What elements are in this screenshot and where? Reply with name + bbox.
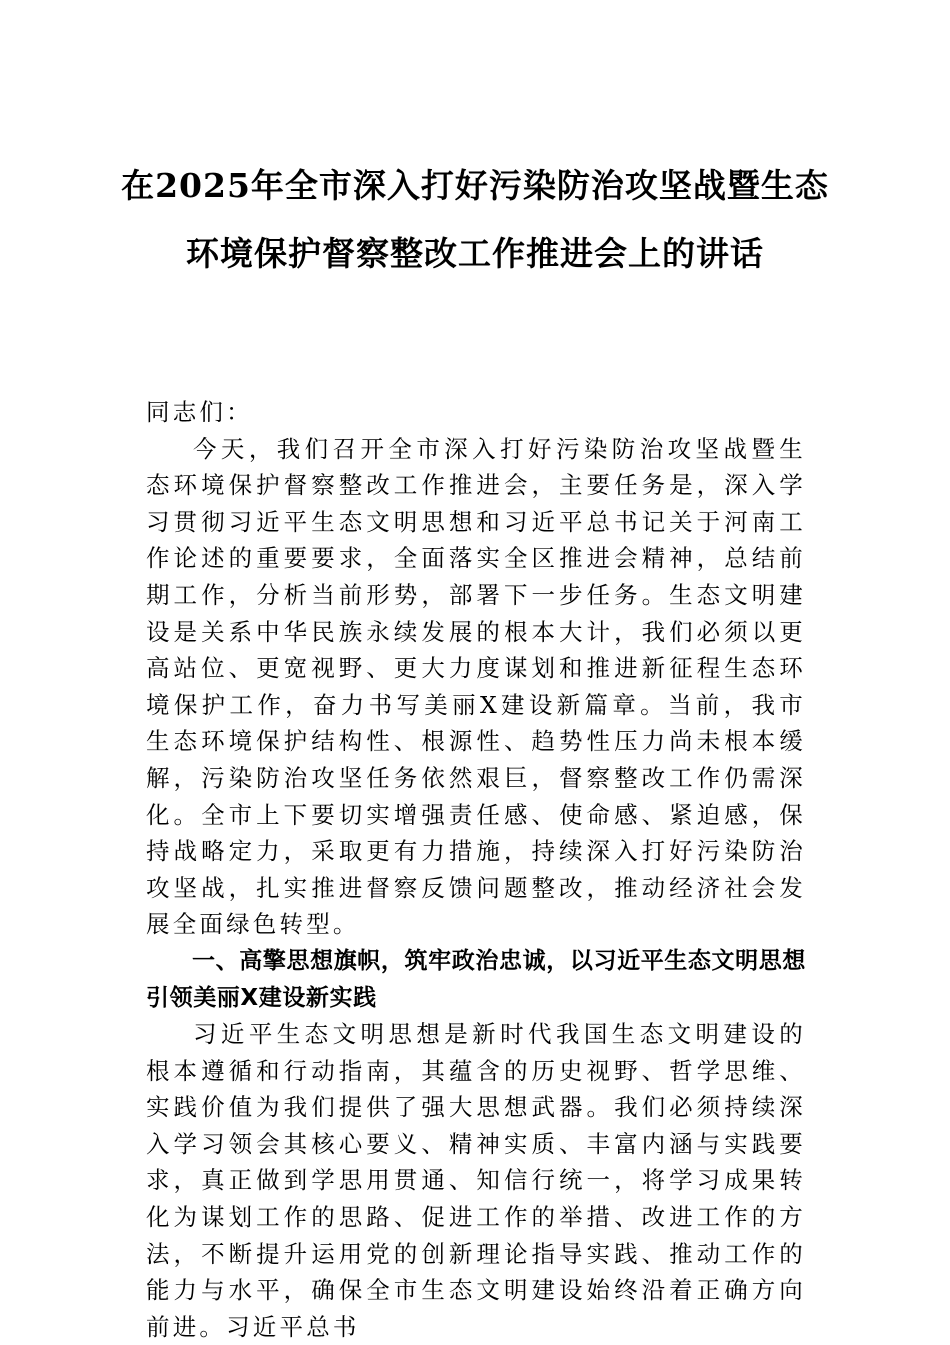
- section-paragraph: 习近平生态文明思想是新时代我国生态文明建设的根本遵循和行动指南，其蕴含的历史视野、哲学思维、实践价值为我们提供了强大思想武器。我们必须持续深入学习领会其核心要义、精神实质、丰富内涵与实践要求，真正做到学思用贯通、知信行统一，将学习成果转化为谋划工作的思路、促进工作的举措、改进工作的方法，不断提升运用党的创新理论指导实践、推动工作的能力与水平，确保全市生态文明建设始终沿着正确方向前进。习近平总书: [146, 1020, 806, 1341]
- intro-paragraph: 今天，我们召开全市深入打好污染防治攻坚战暨生态环境保护督察整改工作推进会，主要任务是，深入学习贯彻习近平生态文明思想和习近平总书记关于河南工作论述的重要要求，全面落实全区推进会精神，总结前期工作，分析当前形势，部署下一步任务。生态文明建设是关系中华民族永续发展的根本大计，我们必须以更高站位、更宽视野、更大力度谋划和推进新征程生态环境保护工作，奋力书写美丽X建设新篇章。当前，我市生态环境保护结构性、根源性、趋势性压力尚未根本缓解，污染防治攻坚任务依然艰巨，督察整改工作仍需深化。全市上下要切实增强责任感、使命感、紧迫感，保持战略定力，采取更有力措施，持续深入打好污染防治攻坚战，扎实推进督察反馈问题整改，推动经济社会发展全面绿色转型。: [146, 434, 806, 939]
- salutation: 同志们：: [146, 398, 253, 426]
- document-body: [146, 394, 806, 1345]
- section-heading: 一、高擎思想旗帜，筑牢政治忠诚，以习近平生态文明思想引领美丽X建设新实践: [146, 947, 806, 1011]
- document-title: 在2025年全市深入打好污染防治攻坚战暨生态环境保护督察整改工作推进会上的讲话: [121, 166, 829, 273]
